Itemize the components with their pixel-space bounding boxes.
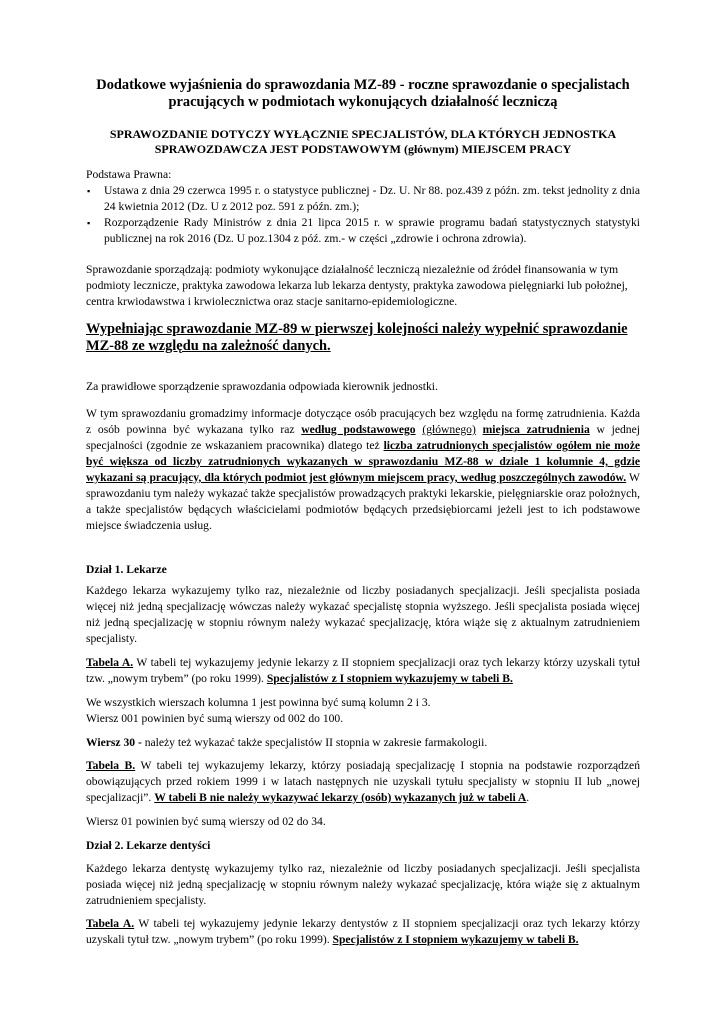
legal-basis-item-text: Rozporządzenie Rady Ministrów z dnia 21 lipca 2015 r. w sprawie programu badań statystycznych statystyki publicznej na rok 2016 (Dz. U poz.1304 z póź. zm.- w części „zdrowie i ochrona zdrowia). (104, 216, 640, 245)
table-a-text: W tabeli tej wykazujemy jedynie lekarzy dentystów z II stopniem specjalizacji oraz tych lekarzy którzy uzyskali tytuł tzw. „nowym trybem” (po roku 1999). (86, 917, 640, 946)
info-emphasis: liczba zatrudnionych specjalistów ogółem nie może być większa od liczby zatrudnionych wykazanych w sprawozdaniu MZ-88 w dziale 1 kolumnie 4, gdzie wykazani są pracujący, dla których podmiot jest głównym miejscem pracy, według poszczególnych zawodów. (86, 439, 640, 484)
document-title: Dodatkowe wyjaśnienia do sprawozdania MZ-89 - roczne sprawozdanie o specjalistach pracujących w podmiotach wykonujących działalność leczniczą (96, 77, 630, 110)
table-a-label: Tabela A. (86, 917, 135, 930)
legal-basis-item-text: Ustawa z dnia 29 czerwca 1995 r. o statystyce publicznej - Dz. U. Nr 88. poz.439 z późn. zm. tekst jednolity z dnia 24 kwietnia 2012 (Dz. U z 2012 poz. 591 z późn. zm.); (104, 184, 640, 213)
rows-sum-line: Wiersz 001 powinien być sumą wierszy od 002 do 100. (86, 712, 344, 725)
section1-intro: Każdego lekarza wykazujemy tylko raz, niezależnie od liczby posiadanych specjalizacji. Jeśli specjalista posiada więcej niż jedną specjalizację wówczas należy wykazać specjalistę stopnia wyższego. Jeśli specjalista posiada więcej niż jedną specjalizację w stopniu równym należy wykazać specjalizację, która wiąże się z aktualnym zatrudnieniem specjalisty. (86, 584, 640, 645)
info-text: W sprawozdaniu tym należy wykazać także specjalistów prowadzących praktyki lekarskie, pielęgniarskie oraz położnych, a także specjalistów będących właścicielami podmiotów będących przedsiębiorcami jeżeli jest to ich podstawowe miejsce świadczenia usług. (86, 471, 640, 532)
info-text: w jednej specjalności (zgodnie ze wskazaniem pracownika) dlatego też (86, 423, 640, 452)
table-b-label: Tabela B. (86, 759, 136, 772)
info-paragraph (86, 406, 640, 534)
mz88-notice: Wypełniając sprawozdanie MZ-89 w pierwszej kolejności należy wypełnić sprawozdanie MZ-88 ze względu na zależność danych. (86, 321, 628, 354)
info-emphasis: miejsca zatrudnienia (482, 423, 590, 436)
info-text (476, 423, 483, 436)
table-b-emphasis: W tabeli B nie należy wykazywać lekarzy (osób) wykazanych już w tabeli A (154, 791, 527, 804)
section1-table-b-paragraph (86, 758, 640, 806)
bullet-square-icon: ▪ (87, 186, 91, 196)
section2-intro: Każdego lekarza dentystę wykazujemy tylko raz, niezależnie od liczby posiadanych specjalizacji. Jeśli specjalista posiada więcej niż jedną specjalizację w stopniu równym należy wykazać specjalizację, która wiąże się z aktualnym zatrudnieniem specjalisty. (86, 862, 640, 907)
row30-paragraph (86, 735, 640, 751)
legal-basis-item (86, 215, 640, 247)
info-emphasis: (głównego) (422, 423, 476, 436)
legal-basis-list (86, 183, 640, 247)
section1-heading: Dział 1. Lekarze (86, 563, 167, 576)
section1-table-a-paragraph (86, 655, 640, 687)
legal-basis-section (86, 167, 640, 247)
table-b-end: . (526, 791, 530, 804)
section2-heading: Dział 2. Lekarze dentyści (86, 839, 211, 852)
table-a-emphasis: Specjalistów z I stopniem wykazujemy w tabeli B. (266, 672, 513, 685)
document-subtitle: SPRAWOZDANIE DOTYCZY WYŁĄCZNIE SPECJALISTÓW, DLA KTÓRYCH JEDNOSTKA SPRAWOZDAWCZA JEST PODSTAWOWYM (głównym) MIEJSCEM PRACY (109, 127, 617, 156)
responsibility-paragraph: Za prawidłowe sporządzenie sprawozdania odpowiada kierownik jednostki. (86, 380, 438, 393)
info-emphasis: według podstawowego (301, 423, 416, 436)
prepared-by-paragraph: Sprawozdanie sporządzają: podmioty wykonujące działalność leczniczą niezależnie od źródeł finansowania w tym podmioty lecznicze, praktyka zawodowa lekarza lub lekarza dentysty, praktyka zawodowa pielęgniarki lub położnej, centra krwiodawstwa i krwiolecznictwa oraz stacje sanitarno-epidemiologiczne. (86, 263, 628, 308)
legal-basis-label: Podstawa Prawna: (86, 168, 172, 181)
table-a-text: W tabeli tej wykazujemy jedynie lekarzy z II stopniem specjalizacji oraz tych lekarzy którzy uzyskali tytuł tzw. „nowym trybem” (po roku 1999). (86, 656, 640, 685)
row01-paragraph: Wiersz 01 powinien być sumą wierszy od 02 do 34. (86, 815, 326, 828)
table-b-text: W tabeli tej wykazujemy lekarzy, którzy posiadają specjalizację I stopnia na podstawie rozporządzeń obowiązujących przed rokiem 1999 i w latach następnych nie uzyskali tytułu specjalisty w stopniu II lub „nowej specjalizacji”. (86, 759, 640, 804)
rows-sum-paragraph (86, 695, 640, 727)
row30-text: należy też wykazać także specjalistów II stopnia w zakresie farmakologii. (141, 736, 488, 749)
legal-basis-item (86, 183, 640, 215)
table-a-label: Tabela A. (86, 656, 134, 669)
row30-label: Wiersz 30 - (86, 736, 142, 749)
table-a-emphasis: Specjalistów z I stopniem wykazujemy w tabeli B. (332, 933, 579, 946)
section2-table-a-paragraph (86, 916, 640, 948)
bullet-square-icon: ▪ (87, 218, 91, 228)
rows-sum-line: We wszystkich wierszach kolumna 1 jest powinna być sumą kolumn 2 i 3. (86, 696, 431, 709)
info-text: W tym sprawozdaniu gromadzimy informacje dotyczące osób pracujących bez względu na formę zatrudnienia. Każda z osób powinna być wykazana tylko raz (86, 407, 640, 436)
